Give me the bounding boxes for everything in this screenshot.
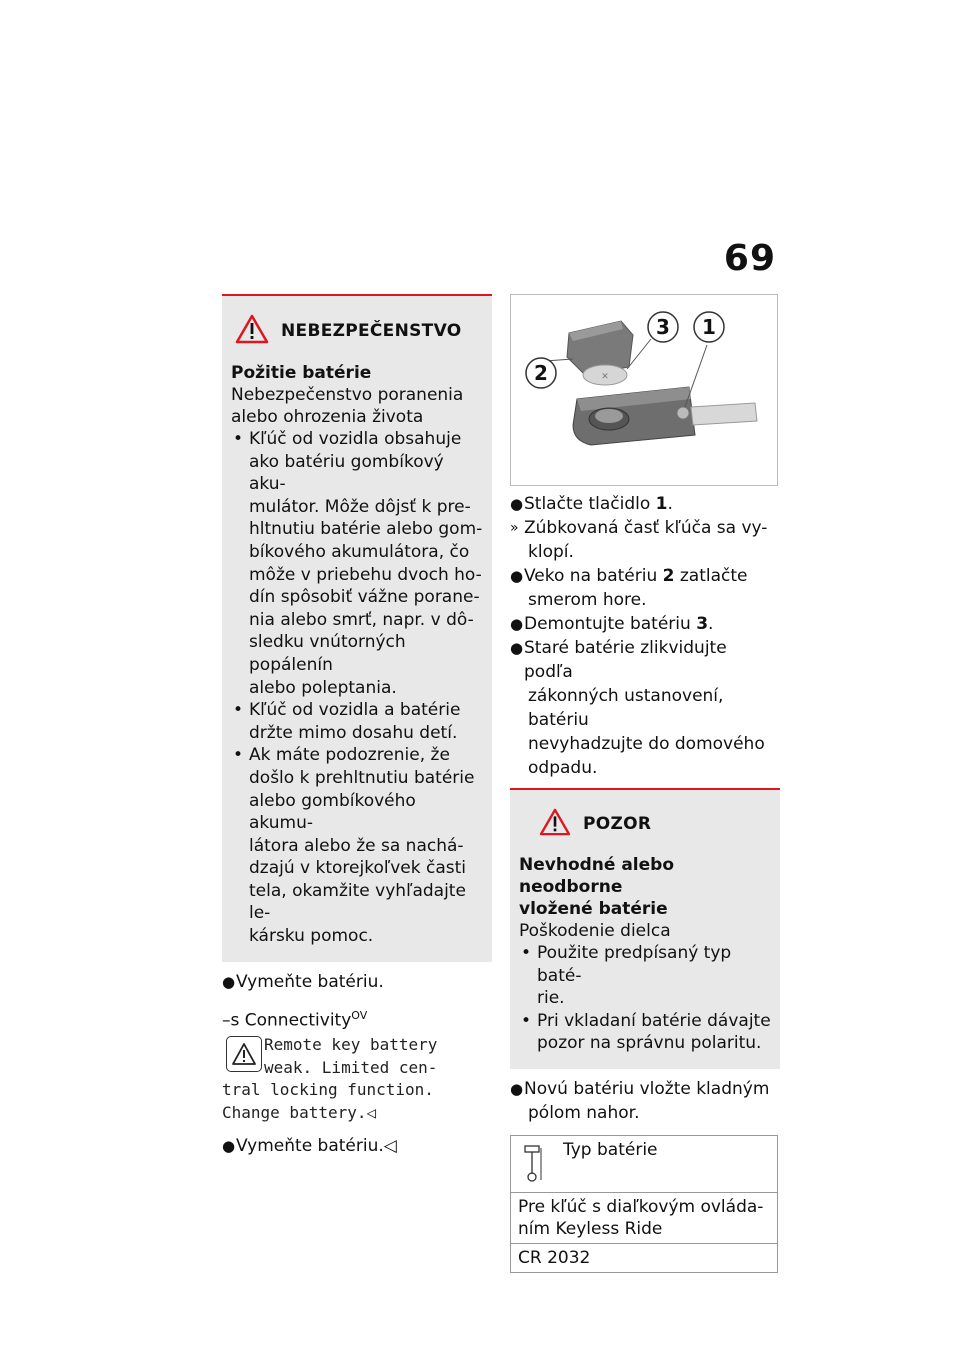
danger-intro-line: Nebezpečenstvo poranenia bbox=[231, 385, 464, 405]
callout-1: 1 bbox=[702, 315, 716, 339]
danger-box bbox=[222, 294, 492, 962]
message-line: weak. Limited cen- bbox=[264, 1057, 438, 1077]
step-remove-battery: ● Demontujte batériu 3. bbox=[510, 614, 714, 634]
message-line: Remote key battery bbox=[264, 1035, 438, 1055]
callout-3: 3 bbox=[656, 315, 670, 339]
key-battery-figure bbox=[510, 294, 778, 486]
message-line: tral locking function. bbox=[222, 1080, 434, 1100]
spec-table-row-label: Pre kľúč s diaľkovým ovláda- ním Keyless Ride bbox=[511, 1192, 778, 1243]
steps-list bbox=[510, 492, 780, 780]
caution-title: POZOR bbox=[583, 814, 652, 834]
caution-subtitle-line: Nevhodné alebo neodborne bbox=[519, 855, 675, 897]
action-bullet-icon: ● bbox=[510, 495, 524, 513]
danger-subtitle: Požitie batérie bbox=[231, 363, 372, 383]
battery-spec-table bbox=[510, 1135, 778, 1273]
condition-connectivity: –s Connectivity$^{OV}$ bbox=[222, 1008, 368, 1031]
action-bullet-icon: ● bbox=[510, 615, 524, 633]
step-replace-battery: ● Vymeňte batériu. bbox=[222, 971, 384, 992]
danger-bullet: • Ak máte podozrenie, že došlo k prehltnutiu batérie alebo gombíkového akumu- látora alebo že sa nachá- dzajú v ktorejkoľvek časti tela, okamžite vyhľadajte le- kársku pomoc. bbox=[231, 744, 483, 947]
action-bullet-icon: ● bbox=[510, 1079, 524, 1098]
caution-box bbox=[510, 788, 780, 1069]
caution-subtitle-line: vložené batérie bbox=[519, 899, 668, 919]
step-press-button: ● Stlačte tlačidlo 1. bbox=[510, 494, 673, 514]
key-diagram-icon bbox=[511, 295, 777, 485]
callout-2: 2 bbox=[534, 361, 548, 385]
warning-triangle-icon bbox=[235, 314, 269, 348]
caution-intro: Poškodenie dielca bbox=[519, 921, 671, 941]
danger-bullet-list bbox=[231, 428, 483, 948]
step-insert-battery: ● Novú batériu vložte kladným pólom nahor. bbox=[510, 1078, 770, 1123]
caution-bullet: • Použite predpísaný typ baté- rie. bbox=[519, 942, 771, 1010]
caution-bullet-list bbox=[519, 942, 771, 1055]
action-bullet-icon: ● bbox=[222, 1137, 236, 1156]
display-message bbox=[222, 1034, 492, 1124]
danger-intro-line: alebo ohrozenia života bbox=[231, 407, 424, 427]
warning-symbol-icon bbox=[226, 1036, 262, 1072]
right-column bbox=[510, 294, 780, 1273]
action-bullet-icon: ● bbox=[510, 567, 524, 585]
result-arrow-icon: » bbox=[510, 520, 519, 536]
message-line: Change battery.◁ bbox=[222, 1102, 377, 1122]
step-dispose-battery: ● Staré batérie zlikvidujte podľa zákonných ustanovení, batériu nevyhadzujte do domového odpadu. bbox=[510, 638, 765, 778]
step-replace-battery: ● Vymeňte batériu.◁ bbox=[222, 1136, 397, 1157]
caution-bullet: • Pri vkladaní batérie dávajte pozor na správnu polaritu. bbox=[519, 1010, 771, 1055]
svg-text:✕: ✕ bbox=[601, 372, 609, 382]
left-column bbox=[222, 294, 492, 1158]
danger-bullet: • Kľúč od vozidla a batérie držte mimo dosahu detí. bbox=[231, 699, 483, 744]
spec-dimension-icon bbox=[521, 1144, 543, 1190]
danger-title: NEBEZPEČENSTVO bbox=[281, 321, 462, 341]
step-result: » Zúbkovaná časť kľúča sa vy- klopí. bbox=[510, 518, 768, 562]
spec-table-header: Typ batérie bbox=[511, 1135, 778, 1192]
caution-header bbox=[535, 808, 771, 840]
step-push-cover: ● Veko na batériu 2 zatlačte smerom hore. bbox=[510, 566, 748, 610]
spec-table-row-value: CR 2032 bbox=[511, 1243, 778, 1272]
danger-header bbox=[231, 314, 483, 348]
danger-bullet: • Kľúč od vozidla obsahuje ako batériu gombíkový aku- mulátor. Môže dôjsť k pre- hltnutiu batérie alebo gom- bíkového akumulátora, čo môže v priebehu dvoch ho- dín spôsobiť vážne porane- nia alebo smrť, napr. v dô- sledku vnútorných popálenín alebo poleptania. bbox=[231, 428, 483, 699]
warning-triangle-icon bbox=[539, 808, 571, 840]
action-bullet-icon: ● bbox=[510, 639, 524, 657]
action-bullet-icon: ● bbox=[222, 972, 236, 991]
page-number: 69 bbox=[723, 238, 776, 279]
